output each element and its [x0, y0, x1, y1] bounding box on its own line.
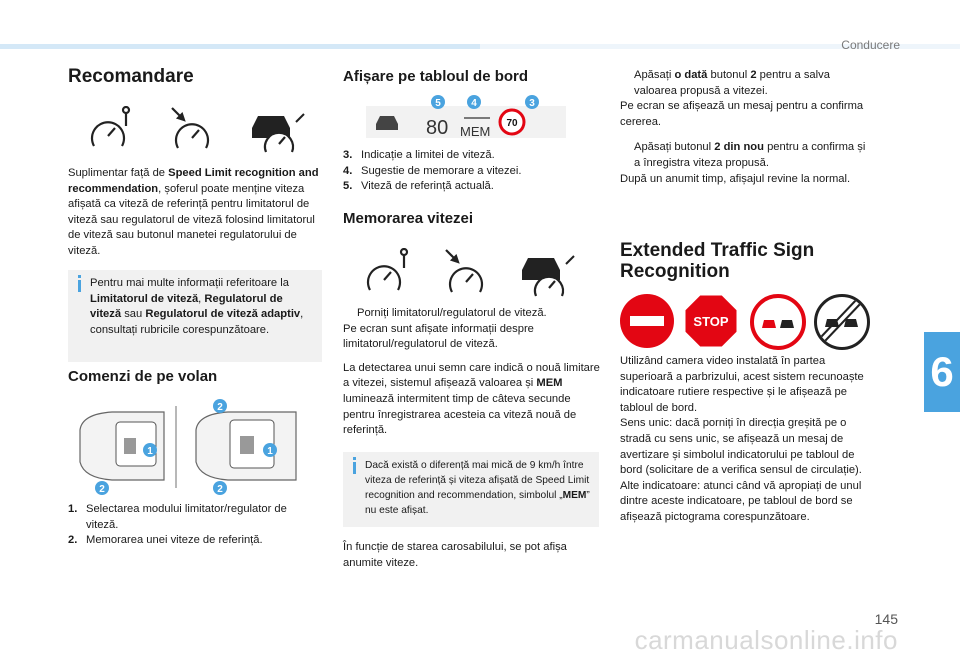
info-icon	[78, 275, 81, 278]
callout-2-left	[95, 481, 109, 495]
svg-text:2: 2	[217, 484, 223, 495]
speed-icons-row	[88, 106, 308, 158]
callout-2-top	[213, 399, 227, 413]
bullet-item: Porniți limitatorul/regulatorul de viteză.	[357, 307, 547, 319]
section-title-afisare: Afișare pe tabloul de bord	[343, 68, 529, 85]
controls-list	[68, 502, 320, 549]
memorarea-steps: Porniți limitatorul/regulatorul de viteză. Pe ecran sunt afișate informații despre limitatorul/regulatorul de viteză. La detectarea unui semn care indică o nouă limitare a vitezei, sistemul afișează valoarea și MEM luminează intermitent timp de câteva secunde pentru înregistrarea acesteia ca viteză nouă de referință.	[343, 307, 600, 437]
callout-2-bottom	[213, 481, 227, 495]
bullet-item: Apăsați o dată butonul 2 pentru a salva valoarea propusă a vitezei.	[634, 69, 830, 97]
recomandare-paragraph: Suplimentar față de Speed Limit recognition and recommendation, șoferul poate menține viteza afișată ca viteză de referință pentru limitatorul de viteză sau regulatorul de viteză folosind limitatorul de viteză sau butonul manetei regulatorului de viteză.	[68, 167, 319, 257]
watermark: carmanualsonline.info	[634, 625, 898, 655]
callout-3	[525, 95, 539, 109]
chapter-tab: 6	[924, 332, 960, 412]
stop-sign-icon	[684, 294, 738, 348]
svg-text:3: 3	[529, 98, 535, 109]
section-title-recomandare: Recomandare	[68, 66, 194, 87]
no-entry-sign-icon	[620, 294, 674, 348]
section-title-comenzi: Comenzi de pe volan	[68, 368, 218, 385]
steering-stalk-illustration	[72, 392, 312, 496]
speed-limiter-icon	[368, 249, 407, 290]
callout-4	[467, 95, 481, 109]
info-text: Dacă există o diferență mai mică de 9 km/h între viteza de referință și viteza afișată de Speed Limit recognition and recommendation, simbolul „MEM” nu este afișat.	[365, 460, 590, 516]
save-steps: Apăsați o dată butonul 2 pentru a salva valoarea propusă a vitezei. Pe ecran se afișează un mesaj pentru a confirma cererea. Apăsați butonul 2 din nou pentru a confirma și a înregistra viteza propusă. După un anumit timp, afișajul revine la normal.	[620, 68, 872, 187]
top-accent-bar	[0, 44, 480, 49]
display-legend-list	[343, 148, 598, 195]
bullet-item: Apăsați butonul 2 din nou pentru a confirma și a înregistra viteza propusă.	[634, 141, 866, 169]
list-item: 1. Selectarea modului limitator/regulator de viteză.	[68, 503, 287, 531]
chapter-header: Conducere	[841, 38, 900, 52]
svg-text:4: 4	[471, 98, 477, 109]
page-number: 145	[874, 611, 898, 627]
extended-description: Utilizând camera video instalată în partea superioară a parbrizului, acest sistem recunoaște indicatoare rutiere respective și le afișează pe tabloul de bord. Sens unic: dacă porniți în direcția greșită pe o stradă cu sens unic, se afișează un mesaj de avertizare și simbolul indicatorului pe tabloul de bord (solicitare de a verifica sensul de circulație). Alte indicatoare: atunci când vă apropiați de unul dintre aceste indicatoare, pe tabloul de bord se afișează pictograma corespunzătoare.	[620, 355, 864, 523]
adaptive-cruise-icon	[252, 114, 304, 152]
list-item: 3. Indicație a limitei de viteză.	[343, 149, 495, 161]
cruise-control-icon	[446, 250, 482, 292]
end-no-overtaking-sign-icon	[814, 294, 870, 350]
speed-limiter-icon	[92, 107, 129, 146]
dashboard-display	[362, 94, 572, 142]
svg-text:2: 2	[99, 484, 105, 495]
stalk-right	[196, 412, 296, 480]
info-text: Pentru mai multe informații referitoare la Limitatorul de viteză, Regulatorul de viteză sau Regulatorul de viteză adaptiv, consultați rubricile corespunzătoare.	[90, 277, 304, 336]
callout-1-right	[263, 443, 277, 457]
list-item: 5. Viteză de referință actuală.	[343, 180, 494, 193]
traffic-signs-row	[620, 294, 870, 350]
adaptive-cruise-icon	[522, 256, 574, 296]
dash-mem: MEM	[460, 124, 491, 139]
svg-text:5: 5	[435, 98, 441, 109]
callout-1-left	[143, 443, 157, 457]
svg-text:2: 2	[217, 402, 223, 413]
final-paragraph: În funcție de starea carosabilului, se pot afișa anumite viteze.	[343, 541, 567, 569]
info-box-mem	[343, 452, 599, 527]
list-item: 2. Memorarea unei viteze de referință.	[68, 534, 263, 547]
svg-text:70: 70	[506, 118, 518, 129]
dash-speed: 80	[426, 117, 449, 139]
no-overtaking-sign-icon	[750, 294, 806, 350]
section-title-memorarea: Memorarea vitezei	[343, 210, 474, 227]
list-item: 4. Sugestie de memorare a vitezei.	[343, 164, 522, 177]
cruise-control-icon	[172, 108, 208, 148]
svg-text:STOP: STOP	[693, 314, 729, 329]
section-title-extended: Extended Traffic Sign Recognition	[620, 240, 815, 282]
info-icon	[353, 457, 356, 460]
svg-text:1: 1	[147, 446, 153, 457]
callout-5	[431, 95, 445, 109]
cruise-icon-small	[376, 116, 398, 130]
memorarea-icons-row	[366, 248, 580, 300]
info-box-references	[68, 270, 322, 362]
svg-text:1: 1	[267, 446, 273, 457]
